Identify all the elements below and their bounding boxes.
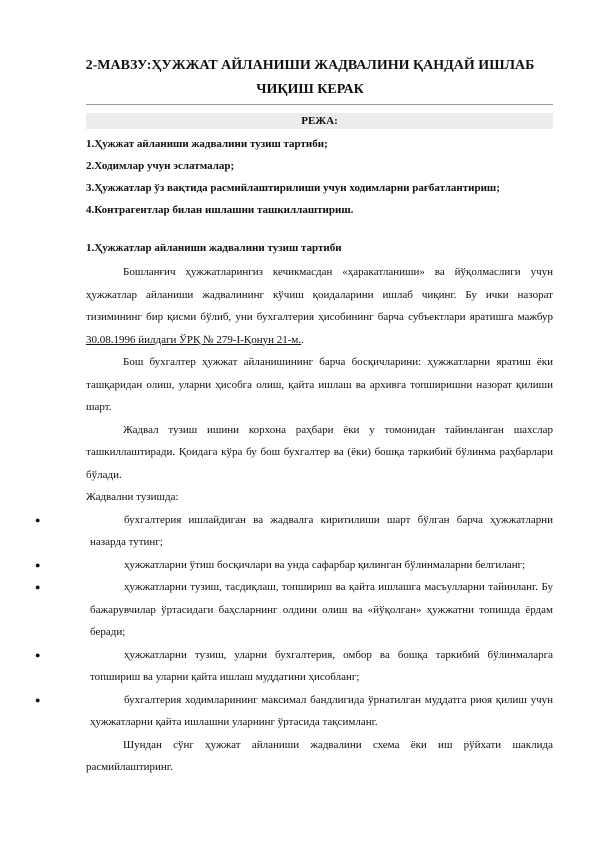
paragraph-1-text: Бошланғич ҳужжатларингиз кечикмасдан «ҳаракатланиши» ва йўқолмаслиги учун ҳужжатлар айланиши жадвалининг кўчиш қоидаларини ишлаб чиқинг. Бу ички назорат тизимининг бир қисми бўлиб, уни бухгалтерия ҳисобининг барча субъектлари яратишга мажбур <box>86 266 553 323</box>
list-item <box>35 689 553 734</box>
list-item-text: ҳужжатларни тузиш, уларни бухгалтерия, омбор ва бошқа таркибий бўлинмаларга топшириш ва уларни қайта ишлаш муддатини ҳисобланг; <box>90 648 553 683</box>
paragraph-5: Шундан сўнг ҳужжат айланиши жадвалини схема ёки иш рўйхати шаклида расмийлаштиринг. <box>86 738 553 773</box>
paragraph-3: Жадвал тузиш ишини корхона раҳбари ёки у томонидан тайинланган шахслар ташкиллаштиради. Қоидага кўра бу бош бухгалтер ва (ёки) бошқа таркибий бўлинма раҳбарлари бўлади. <box>86 423 553 481</box>
page-title: 2-МАВЗУ:ҲУЖЖАТ АЙЛАНИШИ ЖАДВАЛИНИ ҚАНДАЙ ИШЛАБ ЧИҚИШ КЕРАК <box>85 58 535 97</box>
plan-heading: РЕЖА: <box>86 113 553 129</box>
section-body <box>35 238 553 779</box>
list-item-text: бухгалтерия ишлайдиган ва жадвалга киритилиши шарт бўлган барча ҳужжатларни назарда тутинг; <box>90 513 553 548</box>
list-item <box>35 554 553 577</box>
list-item <box>35 644 553 689</box>
list-item-text: бухгалтерия ходимларининг максимал бандлигида ўрнатилган муддатга риоя қилиш учун ҳужжатларни қайта ишлашни уларнинг ўртасида тақсимланг. <box>90 693 553 728</box>
list-item-text: ҳужжатларни ўтиш босқичлари ва унда сафарбар қилинган бўлинмаларни белгиланг; <box>124 558 526 571</box>
title-divider <box>86 104 553 105</box>
bullet-dot-icon: ● <box>35 694 41 705</box>
paragraph-4: Жадвални тузишда: <box>86 491 179 503</box>
plan-item: 1.Ҳужжат айланиши жадвалини тузиш тартиби; <box>86 138 328 150</box>
plan-list <box>86 133 553 221</box>
plan-item: 2.Ходимлар учун эслатмалар; <box>86 160 235 172</box>
bullet-dot-icon: ● <box>35 649 41 660</box>
bullet-dot-icon: ● <box>35 559 41 570</box>
list-item <box>35 509 553 554</box>
section-heading: 1.Ҳужжатлар айланиши жадвалини тузиш тартиби <box>86 242 342 254</box>
plan-item: 4.Контрагентлар билан ишлашни ташкиллаштириш. <box>86 204 354 216</box>
bullet-dot-icon: ● <box>35 582 41 592</box>
list-item <box>35 576 553 644</box>
paragraph-2: Бош бухгалтер ҳужжат айланишининг барча босқичларини: ҳужжатларни яратиш ёки ташқаридан олиш, уларни ҳисобга олиш, қайта ишлаш ва архивга топширишни назорат қилиши шарт. <box>86 356 553 413</box>
bullet-list <box>35 509 553 734</box>
paragraph-1 <box>86 261 553 351</box>
bullet-dot-icon: ● <box>35 514 41 525</box>
law-reference-link[interactable]: 30.08.1996 йилдаги ЎРҚ № 279-I-Қонун 21-м. <box>86 333 302 346</box>
plan-item: 3.Ҳужжатлар ўз вақтида расмийлаштирилиши учун ходимларни рағбатлантириш; <box>86 182 500 194</box>
list-item-text: ҳужжатларни тузиш, тасдиқлаш, топшириш ва қайта ишлашга масъулларни тайинланг. Бу бажарувчилар ўртасидаги баҳсларнинг олдини олиш ва «йўқолган» ҳужжатни топишда ёрдам беради; <box>90 581 553 638</box>
paragraph-1-end: . <box>301 333 304 346</box>
